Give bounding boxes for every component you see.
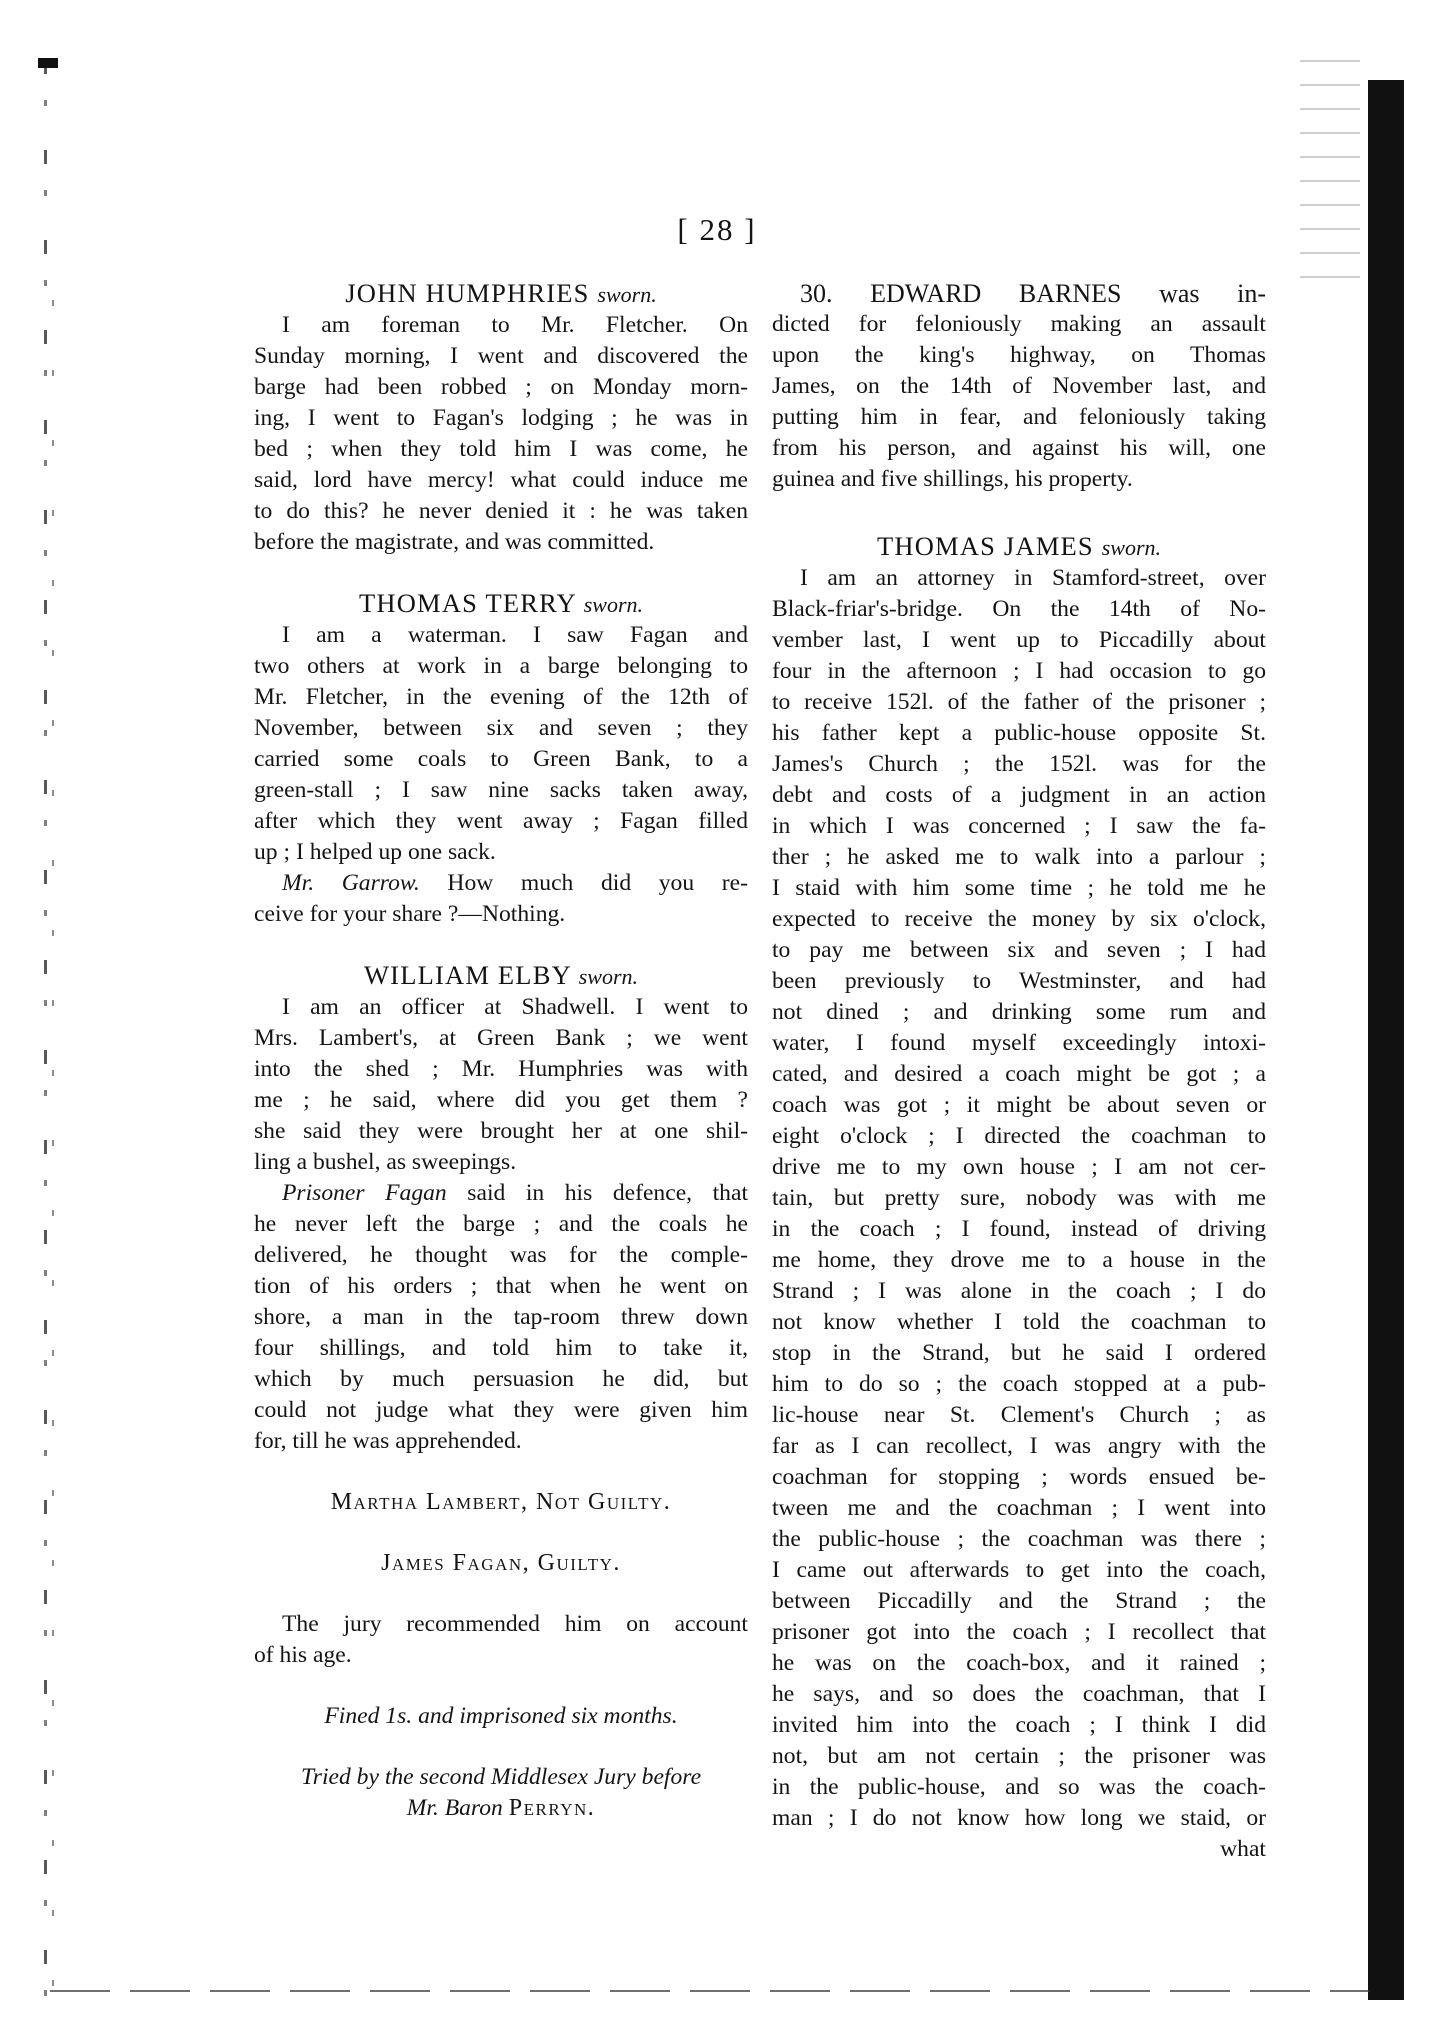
catchword: what — [1220, 1836, 1266, 1862]
text-line: ling a bushel, as sweepings. — [254, 1149, 517, 1175]
witness-role: sworn. — [578, 964, 639, 989]
page-number: [ 28 ] — [677, 212, 757, 247]
text-line: debt and costs of a judgment in an action — [772, 782, 1266, 808]
text-line: man ; I do not know how long we staid, or — [772, 1805, 1266, 1831]
text-line: his father kept a public-house opposite St. — [772, 720, 1266, 746]
text-line: the public-house ; the coachman was there ; — [772, 1526, 1266, 1552]
text-line: not know whether I told the coachman to — [772, 1309, 1266, 1335]
corner-mark — [38, 58, 58, 68]
text-line: to pay me between six and seven ; I had — [772, 937, 1266, 963]
witness-heading — [254, 960, 748, 992]
text-line: shore, a man in the tap-room threw down — [254, 1304, 748, 1330]
text-line: coach was got ; it might be about seven or — [772, 1092, 1266, 1118]
speaker: Mr. Garrow. — [282, 870, 420, 896]
text-line: James, on the 14th of November last, and — [772, 373, 1266, 399]
text-line: far as I can recollect, I was angry with the — [772, 1433, 1266, 1459]
text-line: of his age. — [254, 1642, 352, 1668]
witness-role: sworn. — [583, 592, 643, 617]
text-line: cated, and desired a coach might be got ; a — [772, 1061, 1266, 1087]
testimony — [254, 620, 748, 930]
witness-heading — [772, 531, 1266, 563]
text-line: bed ; when they told him I was come, he — [254, 436, 748, 462]
text-line: Prisoner Fagan said in his defence, that — [282, 1180, 749, 1206]
text-line: been previously to Westminster, and had — [772, 968, 1266, 994]
text-line: up ; I helped up one sack. — [254, 839, 496, 865]
text-line: tween me and the coachman ; I went into — [772, 1495, 1266, 1521]
testimony — [254, 310, 748, 558]
text-line: I staid with him some time ; he told me he — [772, 875, 1266, 901]
sentence: Fined 1s. and imprisoned six months. — [324, 1703, 678, 1729]
text-line: carried some coals to Green Bank, to a — [254, 746, 748, 772]
text-line: 30. EDWARD BARNES was in- — [800, 279, 1266, 308]
text-line: between Piccadilly and the Strand ; the — [772, 1588, 1266, 1614]
text-line: to receive 152l. of the father of the prisoner ; — [772, 689, 1266, 715]
binding-shadow — [1368, 80, 1404, 2000]
text-line: dicted for feloniously making an assault — [772, 311, 1266, 337]
text-line: expected to receive the money by six o'clock, — [772, 906, 1266, 932]
witness-heading — [254, 278, 748, 310]
testimony — [772, 563, 1266, 1865]
text-line: for, till he was apprehended. — [254, 1428, 522, 1454]
page-edge-mark — [44, 60, 47, 2020]
text-line: to do this? he never denied it : he was taken — [254, 498, 748, 524]
text-line: which by much persuasion he did, but — [254, 1366, 748, 1392]
text-line: into the shed ; Mr. Humphries was with — [254, 1056, 748, 1082]
witness-role: sworn. — [1101, 535, 1161, 560]
text-line: he never left the barge ; and the coals he — [254, 1211, 748, 1237]
text-line: four in the afternoon ; I had occasion to go — [772, 658, 1266, 684]
text-line: coachman for stopping ; words ensued be- — [772, 1464, 1266, 1490]
text-line: ceive for your share ?—Nothing. — [254, 901, 566, 927]
scan-specks — [1300, 60, 1360, 290]
text-line: ther ; he asked me to walk into a parlour ; — [772, 844, 1266, 870]
text-line: upon the king's highway, on Thomas — [772, 342, 1266, 368]
text-line: I am an officer at Shadwell. I went to — [282, 994, 748, 1020]
text-line: tion of his orders ; that when he went on — [254, 1273, 748, 1299]
text-line: green-stall ; I saw nine sacks taken away, — [254, 777, 748, 803]
text-line: him to do so ; the coach stopped at a pub- — [772, 1371, 1266, 1397]
indictment — [772, 278, 1266, 495]
text-line: he was on the coach-box, and it rained ; — [772, 1650, 1266, 1676]
text-line: in the coach ; I found, instead of driving — [772, 1216, 1266, 1242]
left-column — [254, 278, 748, 1824]
text-line: Mr. Garrow. How much did you re- — [282, 870, 748, 896]
text-line: tain, but pretty sure, nobody was with me — [772, 1185, 1266, 1211]
text-line: delivered, he thought was for the comple- — [254, 1242, 748, 1268]
witness-name: THOMAS TERRY — [359, 588, 576, 618]
witness-name: WILLIAM ELBY — [363, 960, 571, 990]
text-line: I am a waterman. I saw Fagan and — [282, 622, 748, 648]
tried-by-judge: Mr. Baron Perryn. — [406, 1795, 596, 1821]
text-line: water, I found myself exceedingly intoxi- — [772, 1030, 1266, 1056]
witness-role: sworn. — [597, 282, 657, 307]
text-line: me home, they drove me to a house in the — [772, 1247, 1266, 1273]
witness-heading — [254, 588, 748, 620]
text-line: November, between six and seven ; they — [254, 715, 748, 741]
text-line: I came out afterwards to get into the coach, — [772, 1557, 1266, 1583]
text-line: I am foreman to Mr. Fletcher. On — [282, 312, 748, 338]
text-line: stop in the Strand, but he said I ordered — [772, 1340, 1266, 1366]
text-line: James's Church ; the 152l. was for the — [772, 751, 1266, 777]
text-line: drive me to my own house ; I am not cer- — [772, 1154, 1266, 1180]
text-line: she said they were brought her at one shil- — [254, 1118, 748, 1144]
text-line: after which they went away ; Fagan filled — [254, 808, 748, 834]
text-line: Mr. Fletcher, in the evening of the 12th of — [254, 684, 748, 710]
text-line: putting him in fear, and feloniously taking — [772, 404, 1266, 430]
text-line: lic-house near St. Clement's Church ; as — [772, 1402, 1266, 1428]
text-line: The jury recommended him on account — [282, 1611, 748, 1637]
page-edge-mark — [52, 300, 54, 2000]
witness-name: THOMAS JAMES — [877, 531, 1094, 561]
text-line: Sunday morning, I went and discovered the — [254, 343, 748, 369]
text-line: Black-friar's-bridge. On the 14th of No- — [772, 596, 1266, 622]
text-line: invited him into the coach ; I think I did — [772, 1712, 1266, 1738]
text-line: barge had been robbed ; on Monday morn- — [254, 374, 748, 400]
text-line: me ; he said, where did you get them ? — [254, 1087, 748, 1113]
text-line: two others at work in a barge belonging to — [254, 653, 748, 679]
text-line: he says, and so does the coachman, that I — [772, 1681, 1266, 1707]
speaker: Prisoner Fagan — [282, 1180, 447, 1206]
text-line: not dined ; and drinking some rum and — [772, 999, 1266, 1025]
tried-by: Tried by the second Middlesex Jury before — [300, 1764, 702, 1790]
testimony — [254, 992, 748, 1457]
text-line: I am an attorney in Stamford-street, over — [800, 565, 1266, 591]
right-column — [772, 278, 1266, 1865]
bottom-edge-mark — [50, 1990, 1370, 1992]
verdict: James Fagan, Guilty. — [381, 1550, 621, 1576]
text-line: guinea and five shillings, his property. — [772, 466, 1133, 492]
verdict: Martha Lambert, Not Guilty. — [330, 1489, 672, 1515]
text-line: Mrs. Lambert's, at Green Bank ; we went — [254, 1025, 748, 1051]
text-line: in which I was concerned ; I saw the fa- — [772, 813, 1266, 839]
text-line: vember last, I went up to Piccadilly about — [772, 627, 1266, 653]
text-line: not, but am not certain ; the prisoner was — [772, 1743, 1266, 1769]
text-line: prisoner got into the coach ; I recollect that — [772, 1619, 1266, 1645]
text-line: before the magistrate, and was committed. — [254, 529, 655, 555]
text-line: from his person, and against his will, one — [772, 435, 1266, 461]
witness-name: JOHN HUMPHRIES — [345, 278, 590, 308]
text-line: Strand ; I was alone in the coach ; I do — [772, 1278, 1266, 1304]
text-line: four shillings, and told him to take it, — [254, 1335, 748, 1361]
text-line: eight o'clock ; I directed the coachman to — [772, 1123, 1266, 1149]
text-line: could not judge what they were given him — [254, 1397, 748, 1423]
text-line: in the public-house, and so was the coach- — [772, 1774, 1266, 1800]
text-line: ing, I went to Fagan's lodging ; he was in — [254, 405, 748, 431]
text-line: said, lord have mercy! what could induce me — [254, 467, 748, 493]
